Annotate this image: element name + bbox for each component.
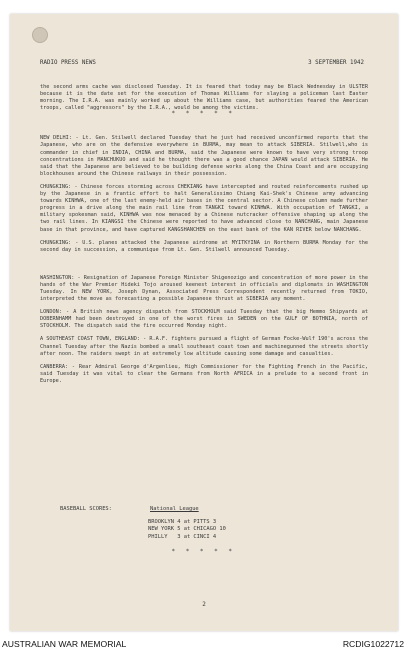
punch-hole — [32, 27, 48, 43]
paragraph-washington: WASHINGTON: - Resignation of Japanese Foreign Minister Shigenozigo and concentration of more power in the hands of the War Premier Hideki Tojo aroused keenest interest in officials and diplomats in WASHINGTON Tuesday. In NEW YORK, Joseph Dynan, Associated Press Correspondent recently returned from TOKIO, interpreted the move as forecasting a possible Japanese thrust at SIBERIA any moment. — [40, 274, 368, 303]
paragraph-london: LONDON: - A British news agency dispatch from STOCKHOLM said Tuesday that the big Hemmo Shipyards at DOBERNHAMM had been destroyed in one of the worst fires in SWEDEN on the GULF OF BOTHNIA, north of STOCKHOLM. The dispatch said the fire occurred Monday night. — [40, 309, 368, 330]
score-line: BROOKLYN 4 at PITTS 3 — [148, 519, 217, 526]
separator-stars: * * * * * — [171, 110, 236, 117]
paragraph-chungking-2: CHUNGKING: - U.S. planes attacked the Japanese airdrome at MYITKYINA in Northern BURMA Monday for the second day in succession, a communique from Lt. Gen. Stilwell announced Tuesday. — [40, 239, 368, 253]
paragraph-southeast-coast: A SOUTHEAST COAST TOWN, ENGLAND: - R.A.F. fighters pursued a flight of German Focke-Wulf 190's across the Channel Tuesday after the Nazis bombed a small southeast coast town and machinegunned the streets shortly after noon. The raiders swept in at extremely low altitude causing some damage and casualties. — [40, 336, 368, 357]
page-number: 2 — [202, 601, 206, 608]
publication-date: 3 SEPTEMBER 1942 — [308, 60, 364, 66]
score-list — [148, 519, 368, 541]
score-line: NEW YORK 5 at CHICAGO 10 — [148, 526, 226, 533]
paragraph-chungking-1: CHUNGKING: - Chinese forces storming across CHEKIANG have intercepted and routed reinforcements rushed up by the Japanese in a frantic effort to halt Generalissimo Chiang Kai-Shek's Chinese army advancing towards KINHWA, one of the last enemy-held air bases in the central sector. A Chinese column made further progress in a drive along the main rail line from TANGKI toward KINHWA. With occupation of TANGKI, a military spokesman said, KINHWA was now menaced by a Chinese nutcracker offensive shaping up along the two rail lines. In KIANGSI the Chinese were reported to have advanced close to NANCHANG, main Japanese base in that province, and have captured KANGSHANCHEN on the east bank of the KAN RIVER below NANCHANG. — [40, 183, 368, 233]
baseball-label: BASEBALL SCORES: — [60, 506, 112, 512]
paragraph-new-delhi: NEW DELHI: - Lt. Gen. Stilwell declared Tuesday that he just had received unconfirmed reports that the Japanese, who are on the defensive everywhere in BURMA, may mean to attack SIBERIA. Stilwell,who is commander in chief in INDIA, CHINA and BURMA, said the Japanese were known to have very strong troop concentrations in MANCHUKUO and said he thought there was a good chance JAPAN would attack SIBERIA. He said that the Japanese are believed to be building defense works along the China Coast and are occupying blockhouses around the Chinese railways in their possession. — [40, 135, 368, 177]
paragraph-canberra: CANBERRA: - Rear Admiral George d'Argenlieu, High Commissioner for the Fighting French in the Pacific, said Tuesday it was vital to clear the Germans from North AFRICA in a prelude to a second front in Europe. — [40, 363, 368, 384]
separator-stars: * * * * * — [171, 548, 236, 555]
paragraph-ulster: the second arms cache was disclosed Tuesday. It is feared that today may be Black Wednesday in ULSTER because it is the date set for the execution of Thomas Williams for slaying a policeman last Easter morning. The I.R.A. was mainly worked up about the Williams case, but authorities feared the American troops, called "aggressors" by the I.R.A., would be among the victims. — [40, 84, 368, 112]
document-page — [10, 14, 398, 631]
baseball-scores — [40, 506, 368, 541]
league-heading: National League — [150, 506, 199, 512]
archive-footer — [0, 634, 407, 654]
archive-name: AUSTRALIAN WAR MEMORIAL — [2, 639, 127, 649]
page-header — [40, 60, 364, 66]
score-line: PHILLY 3 at CINCI 4 — [148, 533, 217, 540]
news-body — [40, 84, 368, 385]
publication-title: RADIO PRESS NEWS — [40, 60, 96, 66]
archive-id: RCDIG1022712 — [342, 639, 404, 649]
